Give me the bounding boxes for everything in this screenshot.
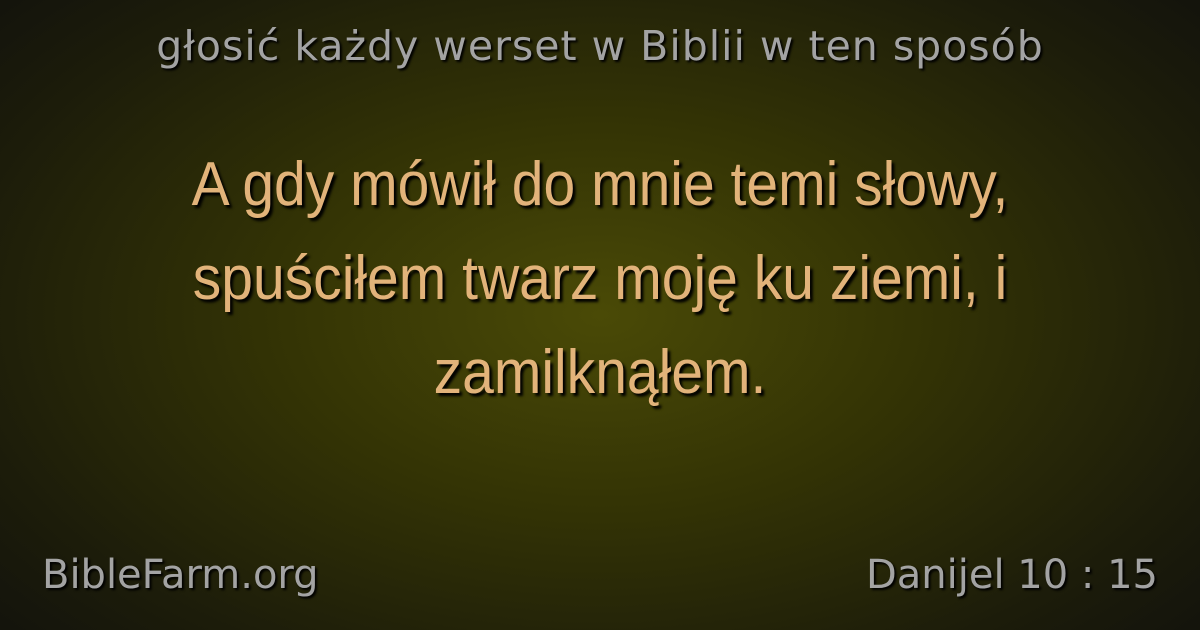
tagline: głosić każdy werset w Biblii w ten sposób <box>156 22 1044 70</box>
verse-reference: Danijel 10 : 15 <box>865 552 1158 598</box>
verse-text: A gdy mówił do mnie temi słowy, spuściłem twarz moję ku ziemi, i zamilknąłem. <box>191 150 1009 407</box>
site-name: BibleFarm.org <box>42 552 319 598</box>
